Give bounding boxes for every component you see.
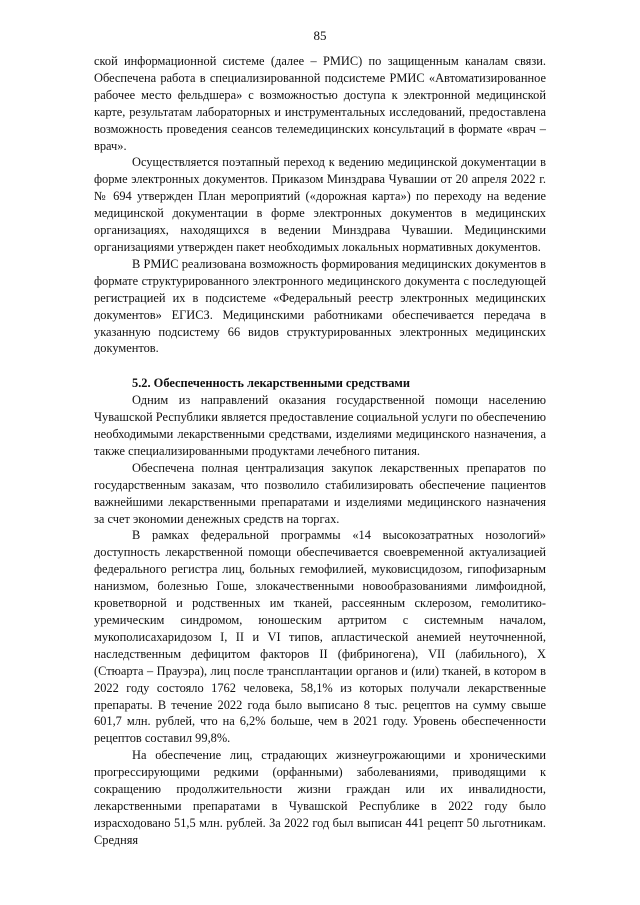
paragraph: ской информационной системе (далее – РМИС) по защищенным каналам связи. Обеспечена работа в специализированной подсистеме РМИС «Автоматизированное рабочее место фельдшера» с возможностью доступа к электронной медицинской карте, результатам лабораторных и инструментальных исследований, предоставлена возможность проведения сеансов телемедицинских консультаций в формате «врач – врач». bbox=[94, 54, 546, 153]
paragraph: На обеспечение лиц, страдающих жизнеугрожающими и хроническими прогрессирующими редкими (орфанными) заболеваниями, приводящими к сокращению продолжительности жизни граждан или их инвалидности, лекарственными препаратами в Чувашской Республике в 2022 году было израсходовано 51,5 млн. рублей. За 2022 год был выписан 441 рецепт 50 льготникам. Средняя bbox=[94, 748, 546, 847]
section-heading: 5.2. Обеспеченность лекарственными средствами bbox=[132, 376, 410, 391]
paragraph: Обеспечена полная централизация закупок лекарственных препаратов по государственным заказам, что позволило стабилизировать обеспечение пациентов важнейшими лекарственными препаратами и изделиями медицинского назначения за счет экономии денежных средств на торгах. bbox=[94, 460, 546, 526]
paragraph: В рамках федеральной программы «14 высокозатратных нозологий» доступность лекарственной помощи обеспечивается своевременной актуализацией федерального регистра лиц, больных гемофилией, муковисцидозом, гипофизарным нанизмом, болезнью Гоше, злокачественными новообразованиями лимфоидной, кроветворной и родственных им тканей, рассеянным склерозом, гемолитико-уремическим синдромом, юношеским артритом с системным началом, мукополисахаридозом I, II и VI типов, апластической анемией неуточненной, наследственным дефицитом факторов II (фибриногена), VII (лабильного), X (Стюарта – Прауэра), лиц после трансплантации органов и (или) тканей, в котором в 2022 году состояло 1762 человека, 58,1% из которых получали лекарственные препараты. В течение 2022 года было выписано 8 тыс. рецептов на сумму свыше 601,7 млн. рублей, что на 6,2% больше, чем в 2021 году. Уровень обеспеченности рецептов составил 99,8%. bbox=[94, 528, 546, 746]
page-content bbox=[94, 53, 546, 849]
paragraph: Одним из направлений оказания государственной помощи населению Чувашской Республики является предоставление социальной услуги по обеспечению необходимыми лекарственными средствами, изделиями медицинского назначения, а также специализированными продуктами лечебного питания. bbox=[94, 393, 546, 458]
paragraph: В РМИС реализована возможность формирования медицинских документов в формате структурированного электронного медицинского документа с последующей регистрацией их в подсистеме «Федеральный реестр электронных медицинских документов» ЕГИСЗ. Медицинскими работниками обеспечивается передача в указанную подсистему 66 видов структурированных электронных медицинских документов. bbox=[94, 256, 546, 356]
paragraph: Осуществляется поэтапный переход к ведению медицинской документации в форме электронных документов. Приказом Минздрава Чувашии от 20 апреля 2022 г. № 694 утвержден План мероприятий («дорожная карта») по переходу на ведение медицинской документации в форме электронных документов в медицинских организациях, находящихся в ведении Минздрава Чувашии. Медицинскими организациями утвержден пакет необходимых локальных нормативных документов. bbox=[94, 155, 546, 254]
page-number: 85 bbox=[313, 28, 327, 43]
